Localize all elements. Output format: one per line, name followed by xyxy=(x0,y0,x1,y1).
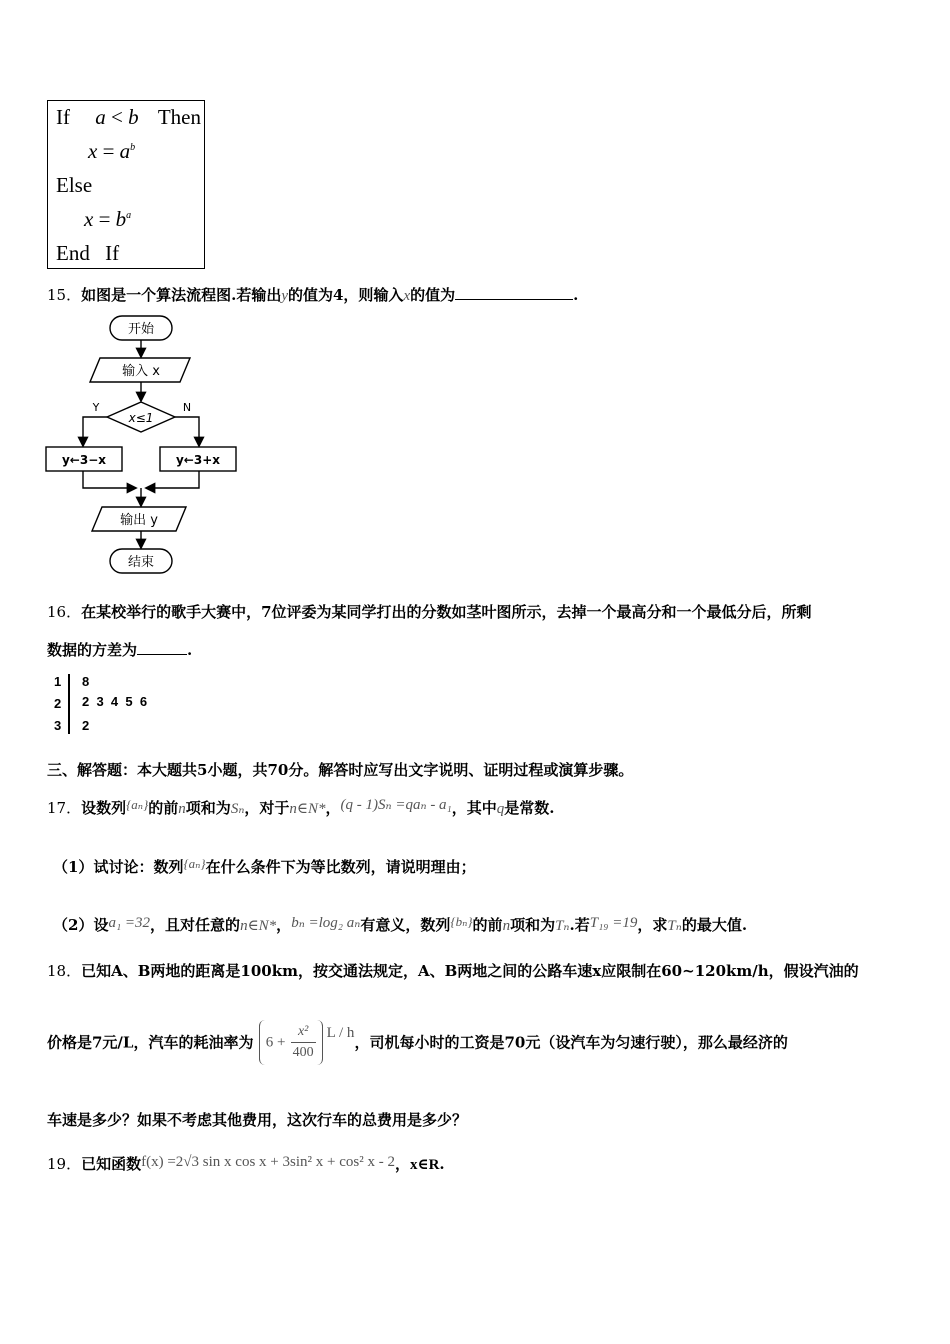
equation: (q - 1)Sₙ =qaₙ - a₁ xyxy=(340,797,452,813)
algorithm-flowchart xyxy=(40,312,250,582)
q17-p2-text: 的最大值. xyxy=(681,916,748,934)
question-number: 16． xyxy=(47,603,82,621)
a1-value: a₁ =32 xyxy=(108,915,151,931)
keyword-if: If xyxy=(105,241,120,265)
var-n: n xyxy=(178,801,186,817)
question-16 xyxy=(47,602,812,622)
q16-line-1: 在某校举行的歌手大赛中，7位评委为某同学打出的分数如茎叶图所示，去掉一个最高分和一个最低分后，所剩 xyxy=(81,603,812,621)
question-18-line-2 xyxy=(47,1020,788,1076)
q18-line-3: 车速是多少？如果不考虑其他费用，这次行车的总费用是多少？ xyxy=(47,1111,468,1129)
question-number: 19． xyxy=(47,1155,82,1173)
q17-p2-text: ， xyxy=(276,916,292,934)
op-lt: < xyxy=(111,105,123,129)
q17-p1-text: 试讨论：数列 xyxy=(93,858,184,876)
keyword-else: Else xyxy=(56,173,93,197)
yes-label: Y xyxy=(92,401,100,414)
q17-text: 项和为 xyxy=(185,799,231,817)
right-process-label: y←3+x xyxy=(175,453,221,467)
question-number: 18． xyxy=(47,962,82,980)
q19-text: 已知函数 xyxy=(81,1155,142,1173)
end-label: 结束 xyxy=(127,555,155,570)
var-x: x xyxy=(88,139,98,163)
leaf-values: 2 3 4 5 6 xyxy=(82,694,148,709)
keyword-if: If xyxy=(56,105,70,129)
q17-p1-text: 在什么条件下为等比数列，请说明理由； xyxy=(205,858,476,876)
q19-text: ， xyxy=(394,1155,410,1173)
q17-p2-text: 有意义，数列 xyxy=(360,916,451,934)
formula-constant: 6 + xyxy=(265,1034,286,1051)
keyword-end: End xyxy=(56,241,90,265)
arrow-merge-left xyxy=(83,471,135,488)
left-process-label: y←3−x xyxy=(61,453,107,467)
sequence-a: {aₙ} xyxy=(183,856,206,871)
q17-text: 设数列 xyxy=(81,799,127,817)
fuel-rate-formula xyxy=(259,1020,323,1065)
var-q: q xyxy=(496,801,505,817)
fraction-denominator: 400 xyxy=(292,1045,314,1060)
code-line-assign-1 xyxy=(88,139,135,164)
q15-text-3: 的值为 xyxy=(410,286,456,304)
code-line-assign-2 xyxy=(84,207,131,232)
var-b: b xyxy=(128,105,139,129)
stem-divider xyxy=(68,674,70,734)
question-number: 15． xyxy=(47,286,82,304)
section-heading: 三、解答题：本大题共5小题，共70分。解答时应写出文字说明、证明过程或演算步骤。 xyxy=(47,761,634,779)
var-y: y xyxy=(281,288,288,304)
q15-text-1: 如图是一个算法流程图.若输出 xyxy=(81,286,282,304)
var-b: b xyxy=(115,207,127,231)
var-a: a xyxy=(119,139,131,163)
q16-line-2: 数据的方差为 xyxy=(47,641,138,659)
stem-leaf-plot xyxy=(54,672,194,738)
q18-line-1: 已知A、B两地的距离是100km，按交通法规定，A、B两地之间的公路车速x应限制在60~120km/h，假设汽油的 xyxy=(81,962,859,980)
output-label: 输出 y xyxy=(120,513,158,528)
question-19 xyxy=(47,1152,445,1175)
q17-p2-text: ，且对任意的 xyxy=(150,916,241,934)
stem-value: 2 xyxy=(54,696,62,711)
leaf-values: 2 xyxy=(82,718,90,733)
q17-p2-text: 设 xyxy=(93,916,109,934)
start-label: 开始 xyxy=(127,322,155,337)
input-label: 输入 x xyxy=(122,364,160,379)
leaf-values: 8 xyxy=(82,674,90,689)
question-17-part-2 xyxy=(53,912,747,936)
exp-b: b xyxy=(130,142,136,153)
part-label: （1） xyxy=(53,858,94,876)
question-number: 17． xyxy=(47,799,82,817)
code-line-if xyxy=(56,105,201,130)
code-line-end-if xyxy=(56,241,119,266)
formula-unit: L / h xyxy=(326,1024,355,1041)
code-block xyxy=(47,100,205,269)
q17-text: ，对于 xyxy=(244,799,290,817)
function-formula: f(x) =2√3 sin x cos x + 3sin² x + cos² x - 2 xyxy=(141,1154,395,1170)
no-label: N xyxy=(182,401,192,414)
question-17-part-1 xyxy=(53,854,476,877)
q16-period: . xyxy=(187,641,193,659)
q17-p2-text: 的前 xyxy=(472,916,503,934)
answer-blank xyxy=(455,285,573,300)
bn-definition: bₙ =log₂ aₙ xyxy=(291,915,361,931)
decision-label: x≤1 xyxy=(128,411,154,425)
q17-text: 的前 xyxy=(148,799,179,817)
t19-value: T₁₉ =19 xyxy=(589,915,638,931)
op-eq: = xyxy=(102,139,115,163)
q17-text: 是常数. xyxy=(504,799,555,817)
var-tn: Tₙ xyxy=(667,918,682,934)
condition-n-in-n-star: n∈N* xyxy=(289,801,326,817)
var-x: x xyxy=(84,207,94,231)
sequence-a: {aₙ} xyxy=(126,797,149,812)
keyword-then: Then xyxy=(157,105,201,129)
fraction-numerator: x² xyxy=(291,1022,316,1043)
q19-period: . xyxy=(439,1155,445,1173)
formula-fraction xyxy=(291,1022,316,1063)
q17-text: ， xyxy=(325,799,341,817)
q17-p2-text: .若 xyxy=(569,916,590,934)
part-label: （2） xyxy=(53,916,94,934)
var-n: n xyxy=(502,918,511,934)
q15-text-2: 的值为4，则输入 xyxy=(288,286,404,304)
q18-text: ，司机每小时的工资是70元（设汽车为匀速行驶），那么最经济的 xyxy=(354,1033,788,1052)
arrow-no xyxy=(175,417,199,445)
arrow-yes xyxy=(83,417,107,445)
domain-x-in-r: x∈R xyxy=(409,1157,440,1173)
var-sn: Sₙ xyxy=(230,801,245,817)
stem-value: 1 xyxy=(54,674,62,689)
condition-n-in-n-star: n∈N* xyxy=(240,918,277,934)
sequence-b: {bₙ} xyxy=(450,914,473,929)
question-15 xyxy=(47,285,578,306)
q15-period: . xyxy=(573,286,579,304)
op-eq: = xyxy=(98,207,111,231)
answer-blank xyxy=(137,640,187,655)
exp-a: a xyxy=(126,210,132,221)
var-x: x xyxy=(403,288,411,304)
q18-text: 价格是7元/L，汽车的耗油率为 xyxy=(47,1033,254,1052)
question-17 xyxy=(47,795,555,819)
arrow-merge-right xyxy=(147,471,199,488)
question-18 xyxy=(47,961,859,981)
var-a: a xyxy=(95,105,106,129)
question-16-line-2 xyxy=(47,640,192,660)
q17-p2-text: 项和为 xyxy=(510,916,556,934)
q17-p2-text: ，求 xyxy=(637,916,668,934)
var-tn: Tₙ xyxy=(555,918,570,934)
stem-value: 3 xyxy=(54,718,62,733)
q17-text: ，其中 xyxy=(451,799,497,817)
